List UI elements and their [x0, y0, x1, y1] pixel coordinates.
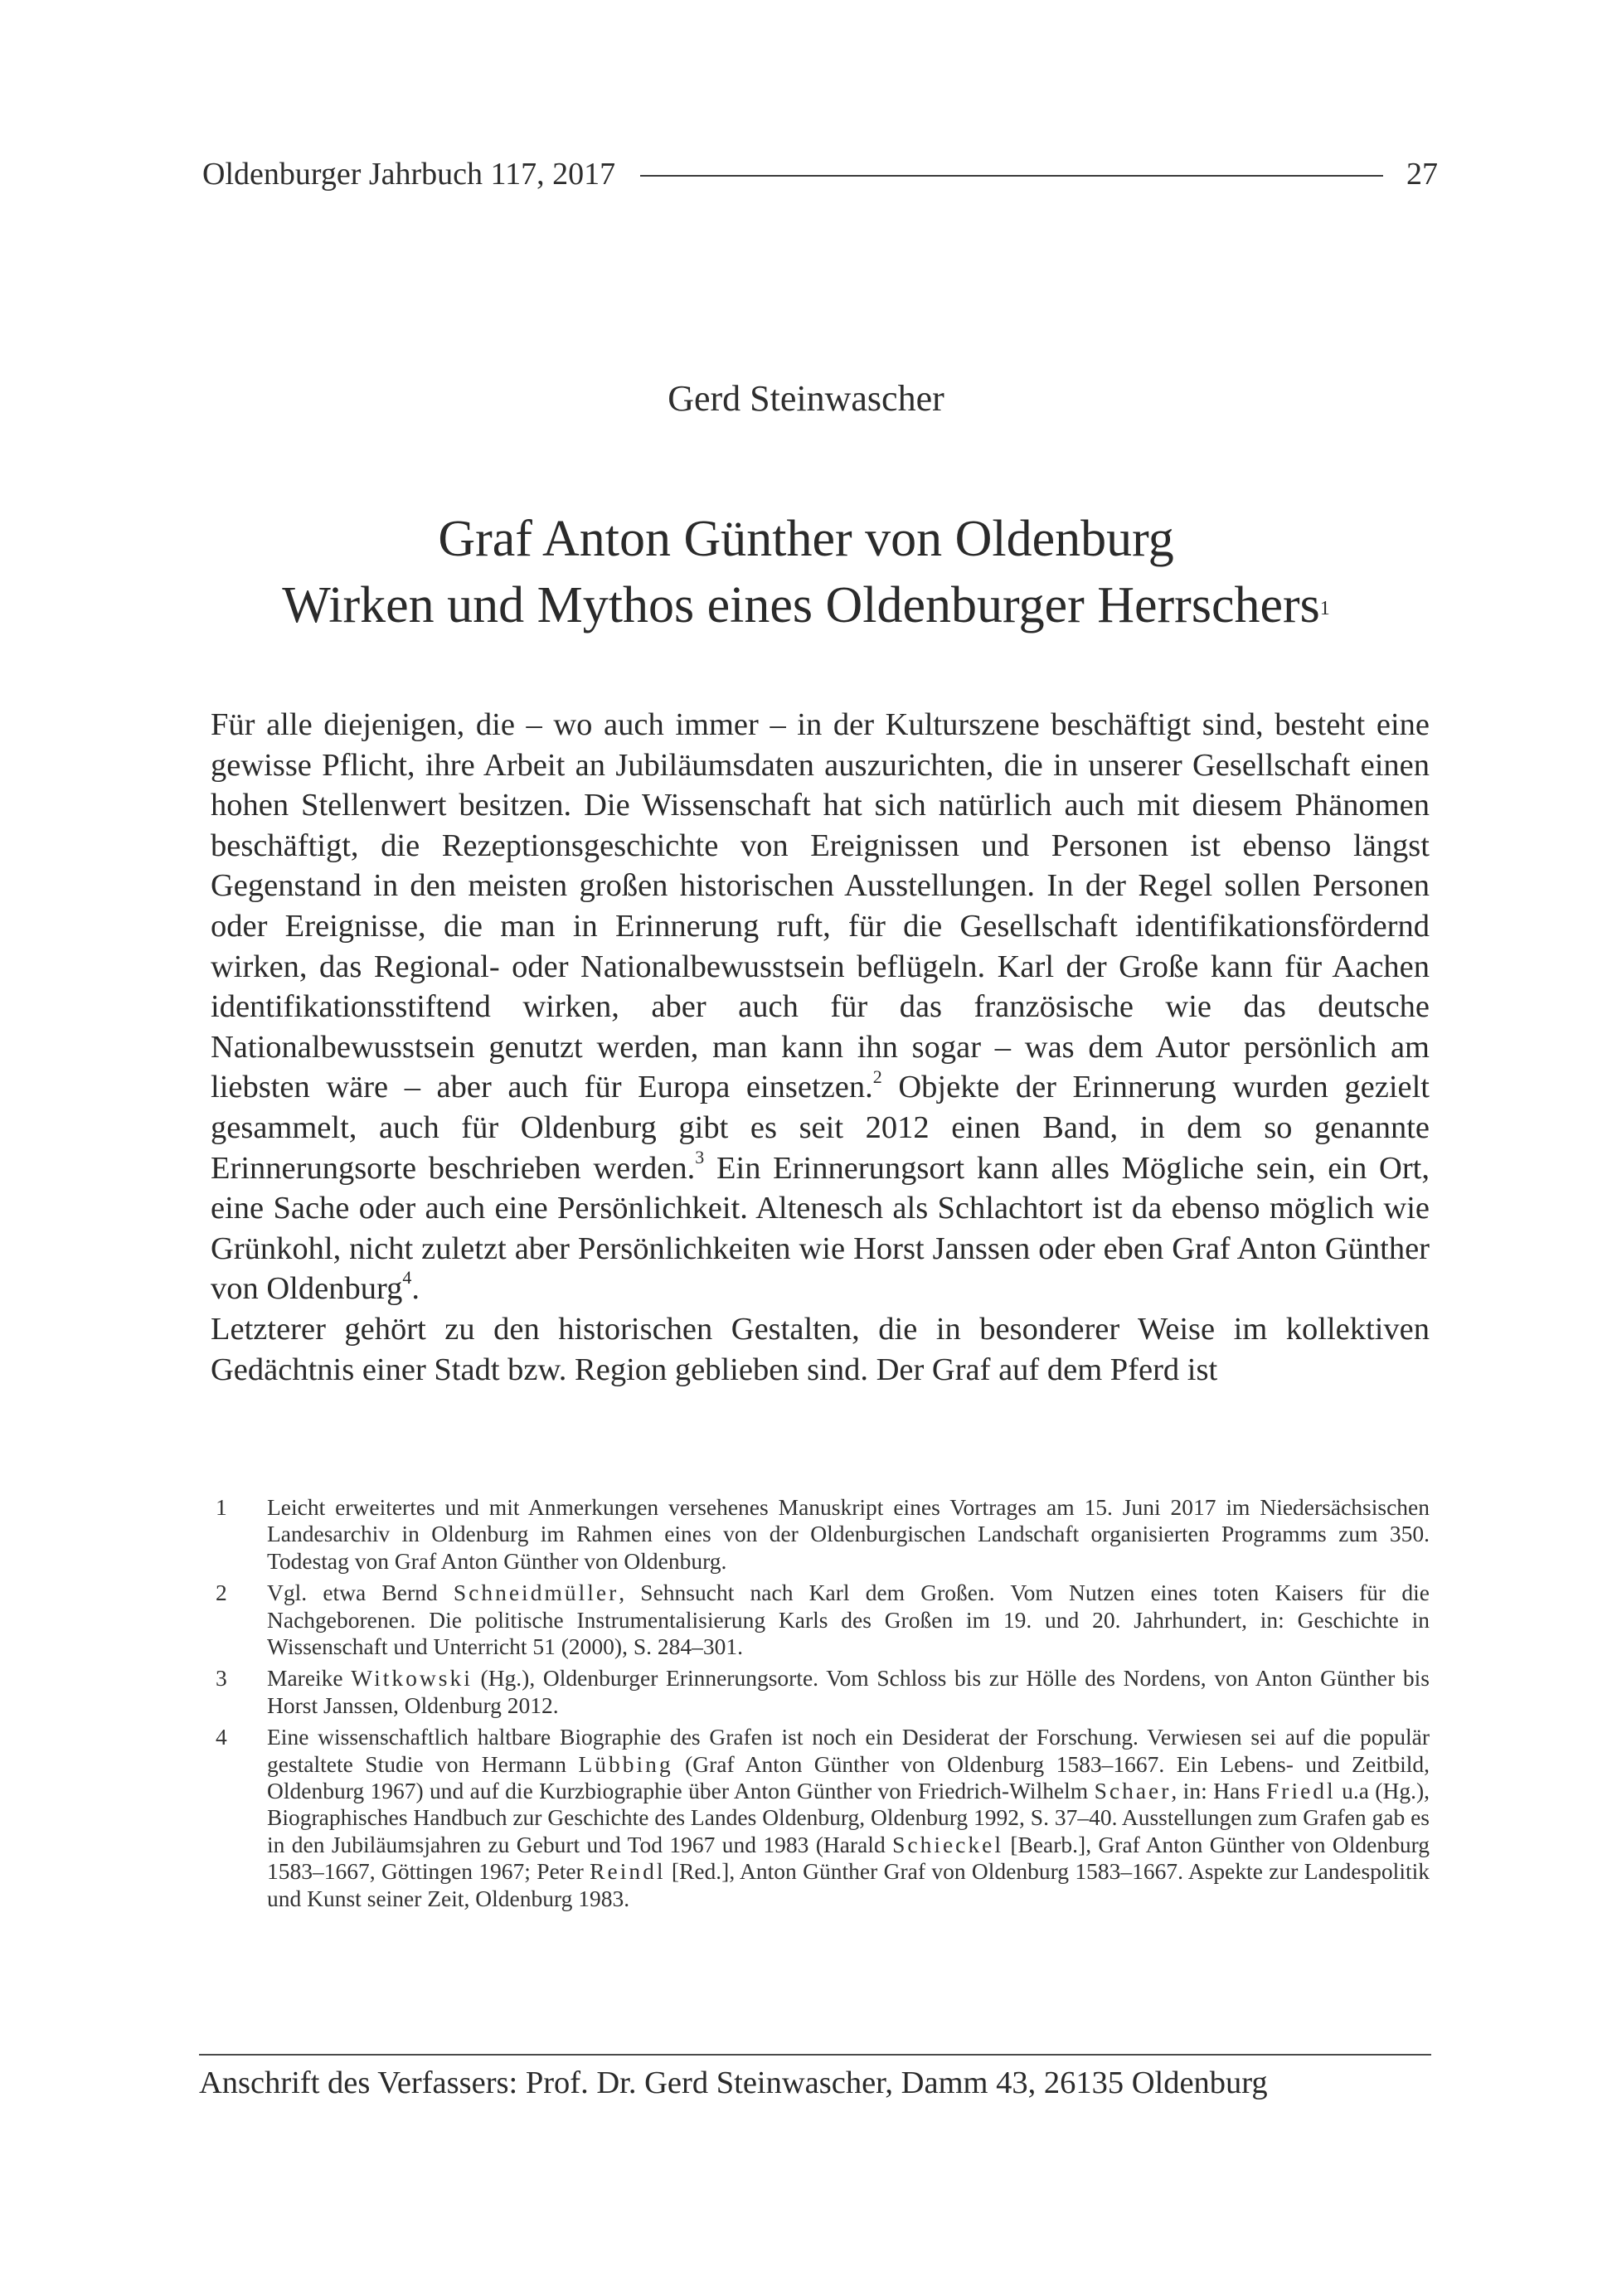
paragraph-2: Letzterer gehört zu den historischen Gestalten, die in besonderer Weise im kollektiven Gedächtnis einer Stadt bzw. Region geblieben sind. Der Graf auf dem Pferd ist [211, 1311, 1430, 1387]
footnote-text [262, 1665, 1430, 1719]
page-number: 27 [1406, 157, 1438, 192]
footnote-ref-4: 4 [402, 1267, 412, 1289]
footnote-2 [211, 1580, 1430, 1660]
cited-author: Witkowski [351, 1665, 473, 1692]
title-line-2 [0, 572, 1612, 638]
paragraph-1 [211, 705, 1430, 1309]
cited-author: Schaer [1094, 1778, 1172, 1804]
paragraph-1-part-3: Ein Erinnerungsort kann alles Mögliche sein, ein Ort, eine Sache oder auch eine Persönlichkeit. Altenesch als Schlachtort ist da ebenso möglich wie Grünkohl, nicht zuletzt aber Persönlichkeiten wie Horst Janssen oder eben Graf Anton Günther von Oldenburg [211, 1150, 1430, 1307]
footnote-number: 2 [216, 1580, 227, 1606]
footnote-3 [211, 1665, 1430, 1719]
footnote-text [262, 1580, 1430, 1660]
cited-author: Lübbing [578, 1750, 673, 1777]
footnotes [211, 1494, 1430, 1917]
author-address: Anschrift des Verfassers: Prof. Dr. Gerd Steinwascher, Damm 43, 26135 Oldenburg [199, 2065, 1268, 2100]
footnote-1 [211, 1494, 1430, 1575]
address-rule [199, 2054, 1431, 2056]
footnote-text-part: (Graf Anton Günther von Oldenburg 1583–1667. Ein Lebens- und Zeitbild, Oldenburg 1967) und auf die Kurzbiographie über Anton Günther von Friedrich-Wilhelm [267, 1750, 1430, 1804]
title-line-1: Graf Anton Günther von Oldenburg [438, 511, 1174, 567]
paragraph-1-part-1: Für alle diejenigen, die – wo auch immer – in der Kulturszene beschäftigt sind, besteht eine gewisse Pflicht, ihre Arbeit an Jubiläumsdaten auszurichten, die in unserer Gesellschaft einen hohen Stellenwert besitzen. Die Wissenschaft hat sich natürlich auch mit diesem Phänomen beschäftigt, die Rezeptionsgeschichte von Ereignissen und Personen ist ebenso längst Gegenstand in den meisten großen historischen Ausstellungen. In der Regel sollen Personen oder Ereignisse, die man in Erinnerung ruft, für die Gesellschaft identifikationsfördernd wirken, das Regional- oder Nationalbewusstsein beflügeln. Karl der Große kann für Aachen identifikationsstiftend wirken, aber auch für das französische wie das deutsche Nationalbewusstsein genutzt werden, man kann ihn sogar – was dem Autor persönlich am liebsten wäre – aber auch für Europa einsetzen. [211, 707, 1430, 1105]
footnote-text-part: , Sehnsucht nach Karl dem Großen. Vom Nutzen eines toten Kaisers für die Nachgeborenen. Die politische Instrumentalisierung Karls des Großen im 19. und 20. Jahrhundert, in: Geschichte in Wissenschaft und Unterricht 51 (2000), S. 284–301. [267, 1580, 1430, 1660]
footnote-number: 1 [216, 1494, 227, 1520]
footnote-text-part: , in: Hans [1171, 1778, 1266, 1804]
footnote-4 [211, 1724, 1430, 1912]
paragraph-1-part-2: Objekte der Erinnerung wurden gezielt gesammelt, auch für Oldenburg gibt es seit 2012 einen Band, in dem so genannte Erinnerungsorte beschrieben werden. [211, 1070, 1430, 1186]
footnote-text-part: Eine wissenschaftlich haltbare Biographie des Grafen ist noch ein Desiderat der Forschung. Verwiesen sei auf die populär gestaltete Studie von Hermann [267, 1724, 1430, 1777]
footnote-text [262, 1724, 1430, 1912]
cited-author: Schneidmüller [453, 1580, 619, 1606]
author-name: Gerd Steinwascher [668, 378, 944, 419]
footnote-text-part: Vgl. etwa Bernd [267, 1580, 454, 1606]
footnote-text-part: u.a (Hg.), Biographisches Handbuch zur Geschichte des Landes Oldenburg, Oldenburg 1992, S. 37–40. Ausstellungen zum Grafen gab es in den Jubiläumsjahren zu Geburt und Tod 1967 und 1983 (Harald [267, 1778, 1430, 1857]
cited-author: Reindl [590, 1858, 666, 1885]
footnote-number: 4 [216, 1724, 227, 1750]
title-footnote-mark: 1 [1319, 598, 1330, 619]
body-text [211, 705, 1430, 1390]
footnote-ref-2: 2 [872, 1065, 882, 1087]
article-title [0, 506, 1612, 638]
footnote-text-part: [Red.], Anton Günther Graf von Oldenburg 1583–1667. Aspekte zur Landespolitik und Kunst seiner Zeit, Oldenburg 1983. [267, 1858, 1430, 1911]
title-line-2-text: Wirken und Mythos eines Oldenburger Herrschers [282, 577, 1320, 633]
header-rule [640, 175, 1383, 177]
paragraph-1-part-4: . [411, 1271, 420, 1307]
footnote-text-part: Mareike [267, 1665, 352, 1692]
footnote-text-part: (Hg.), Oldenburger Erinnerungsorte. Vom Schloss bis zur Hölle des Nordens, von Anton Günther bis Horst Janssen, Oldenburg 2012. [267, 1665, 1430, 1718]
footnote-text: Leicht erweitertes und mit Anmerkungen versehenes Manuskript eines Vortrages am 15. Juni 2017 im Niedersächsischen Landesarchiv in Oldenburg im Rahmen eines von der Oldenburgischen Landschaft organisierten Programms zum 350. Todestag von Graf Anton Günther von Oldenburg. [267, 1494, 1430, 1574]
footnote-ref-3: 3 [695, 1146, 705, 1167]
footnote-number: 3 [216, 1665, 227, 1692]
cited-author: Schieckel [892, 1831, 1003, 1857]
cited-author: Friedl [1266, 1778, 1336, 1804]
footnote-text-part: [Bearb.], Graf Anton Günther von Oldenburg 1583–1667, Göttingen 1967; Peter [267, 1831, 1430, 1885]
running-header [202, 149, 1438, 199]
journal-title: Oldenburger Jahrbuch 117, 2017 [202, 157, 616, 192]
